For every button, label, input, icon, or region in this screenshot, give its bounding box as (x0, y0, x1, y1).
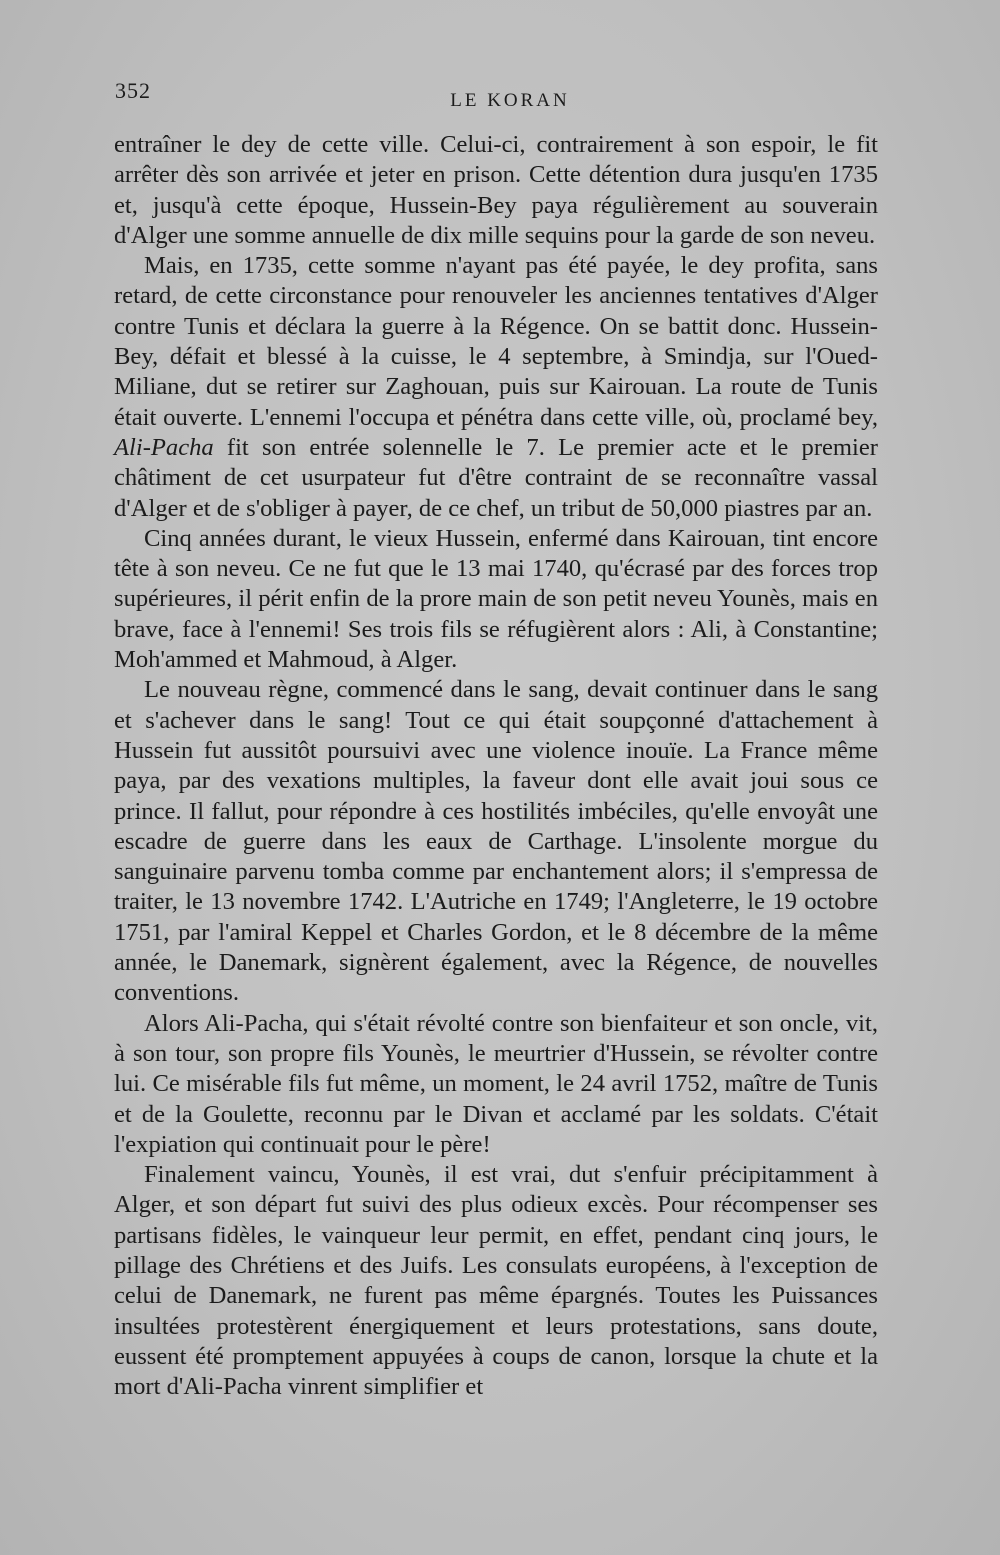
running-title: LE KORAN (450, 90, 570, 111)
paragraph-text: Mais, en 1735, cette somme n'ayant pas été payée, le dey profita, sans retard, de cette circonstance pour renouveler les anciennes tentatives d'Alger contre Tunis et déclara la guerre à la Régence. On se battit donc. Hussein-Bey, défait et blessé à la cuisse, le 4 septembre, à Smindja, sur l'Oued-Miliane, dut se retirer sur Zaghouan, puis sur Kairouan. La route de Tunis était ouverte. L'ennemi l'occupa et pénétra dans cette ville, où, proclamé bey, (114, 252, 878, 431)
paragraph-text: Le nouveau règne, commencé dans le sang, devait continuer dans le sang et s'achever dans le sang! Tout ce qui était soupçonné d'attachement à Hussein fut aussitôt poursuivi avec une violence inouïe. La France même paya, par des vexations multiples, la faveur dont elle avait joui sous ce prince. Il fallut, pour répondre à ces hostilités imbéciles, qu'elle envoyât une escadre de guerre dans les eaux de Carthage. L'insolente morgue du sanguinaire parvenu tomba comme par enchantement alors; il s'empressa de traiter, le 13 novembre 1742. L'Autriche en 1749; l'Angleterre, le 19 octobre 1751, par l'amiral Keppel et Charles Gordon, et le 8 décembre de la même année, le Danemark, signèrent également, avec la Régence, de nouvelles conventions. (114, 676, 878, 1007)
paragraph (114, 251, 878, 524)
paragraph-text: entraîner le dey de cette ville. Celui-ci, contrairement à son espoir, le fit arrêter dès son arrivée et jeter en prison. Cette détention dura jusqu'en 1735 et, jusqu'à cette époque, Hussein-Bey paya régulièrement au souverain d'Alger une somme annuelle de dix mille sequins pour la garde de son neveu. (114, 131, 878, 249)
page-number: 352 (115, 78, 151, 103)
italic-name: Ali-Pacha (114, 433, 214, 461)
paragraph (114, 1009, 878, 1160)
paragraph (114, 524, 878, 675)
paragraph-text: Cinq années durant, le vieux Hussein, enfermé dans Kairouan, tint encore tête à son neveu. Ce ne fut que le 13 mai 1740, qu'écrasé par des forces trop supérieures, il périt enfin de la prore main de son petit neveu Younès, mais en brave, face à l'ennemi! Ses trois fils se réfugièrent alors : Ali, à Constantine; Moh'ammed et Mahmoud, à Alger. (114, 524, 878, 674)
paragraph (114, 130, 878, 251)
paragraph-text: Alors Ali-Pacha, qui s'était révolté contre son bienfaiteur et son oncle, vit, à son tour, son propre fils Younès, le meurtrier d'Hussein, se révolter contre lui. Ce misérable fils fut même, un moment, le 24 avril 1752, maître de Tunis et de la Goulette, reconnu par le Divan et acclamé par les soldats. C'était l'expiation qui continuait pour le père! (114, 1009, 878, 1158)
paragraph (114, 675, 878, 1008)
paragraph-text: fit son entrée solennelle le 7. Le premier acte et le premier châtiment de cet usurpateur fut d'être contraint de se reconnaître vassal d'Alger et de s'obliger à payer, de ce chef, un tribut de 50,000 piastres par an. (114, 433, 878, 522)
paragraph (114, 1160, 878, 1402)
paragraph-text: Finalement vaincu, Younès, il est vrai, dut s'enfuir précipitamment à Alger, et son départ fut suivi des plus odieux excès. Pour récompenser ses partisans fidèles, le vainqueur leur permit, en effet, pendant cinq jours, le pillage des Chrétiens et des Juifs. Les consulats européens, à l'exception de celui de Danemark, ne furent pas même épargnés. Toutes les Puissances insultées protestèrent énergiquement et leurs protestations, sans doute, eussent été promptement appuyées à coups de canon, lorsque la chute et la mort d'Ali-Pacha vinrent simplifier et (114, 1161, 878, 1401)
body-text (114, 130, 878, 1402)
